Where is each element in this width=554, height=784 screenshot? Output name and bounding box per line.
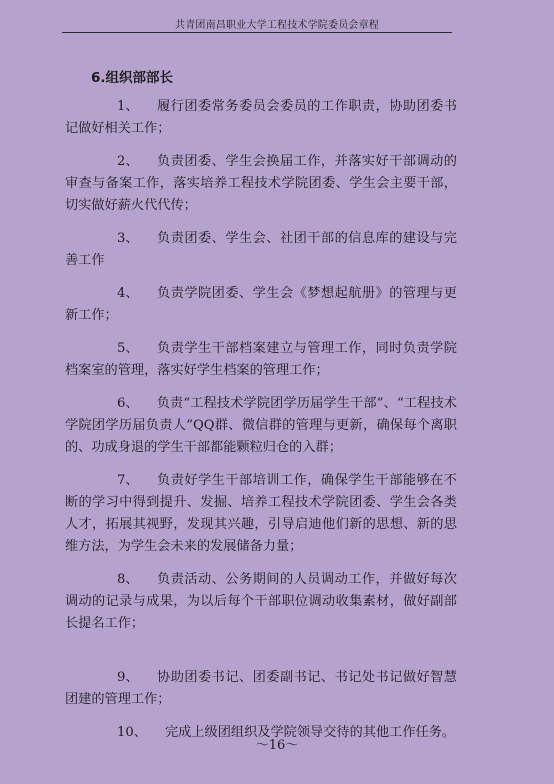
item-number: 3、: [117, 231, 139, 246]
item-text: 完成上级团组织及学院领导交待的其他工作任务。: [164, 725, 456, 740]
item-list: [65, 96, 457, 755]
section-heading: 6.组织部部长: [91, 70, 174, 86]
item-text: 负责团委、学生会换届工作，并落实好干部调动的审查与备案工作，落实培养工程技术学院团委、学生会主要干部，切实做好薪火代代传；: [65, 154, 457, 213]
item-number: 5、: [117, 341, 139, 356]
item-number: 4、: [117, 286, 139, 301]
list-item: [65, 151, 457, 217]
header-title: 共青团南昌职业大学工程技术学院委员会章程: [175, 20, 379, 31]
item-text: 负责活动、公务期间的人员调动工作，并做好每次调动的记录与成果，为以后每个干部职位调动收集素材，做好副部长提名工作；: [65, 572, 457, 631]
item-text: 协助团委书记、团委副书记、书记处书记做好智慧团建的管理工作；: [65, 670, 457, 707]
item-text: 负责学生干部档案建立与管理工作，同时负责学院档案室的管理，落实好学生档案的管理工作；: [65, 341, 457, 378]
list-item: [65, 283, 457, 327]
item-text: 负责团委、学生会、社团干部的信息库的建设与完善工作: [65, 231, 457, 268]
item-text: 履行团委常务委员会委员的工作职责，协助团委书记做好相关工作；: [65, 99, 457, 136]
item-text: 负责学院团委、学生会《梦想起航册》的管理与更新工作；: [65, 286, 457, 323]
list-item: [65, 338, 457, 382]
page-number: ～16～: [255, 738, 299, 753]
item-number: 2、: [117, 154, 139, 169]
list-item: [65, 569, 457, 635]
header-divider: [62, 32, 452, 33]
item-text: 负责“工程技术学院团学历届学生干部”、“工程技术学院团学历届负责人”QQ群、微信群的管理与更新，确保每个离职的、功成身退的学生干部都能颗粒归仓的入群；: [65, 396, 457, 455]
list-item: [65, 228, 457, 272]
item-number: 9、: [117, 670, 139, 685]
item-number: 1、: [117, 99, 139, 114]
item-text: 负责好学生干部培训工作，确保学生干部能够在不断的学习中得到提升、发掘、培养工程技术学院团委、学生会各类人才，拓展其视野，发现其兴趣，引导启迪他们新的思想、新的思维方法，为学生会未来的发展储备力量；: [65, 473, 457, 554]
list-item: [65, 470, 457, 558]
item-number: 8、: [117, 572, 139, 587]
list-item: [65, 393, 457, 459]
item-number: 10、: [117, 725, 147, 740]
item-number: 7、: [117, 473, 139, 488]
list-item: [65, 96, 457, 140]
list-item: [65, 667, 457, 711]
item-number: 6、: [117, 396, 139, 411]
